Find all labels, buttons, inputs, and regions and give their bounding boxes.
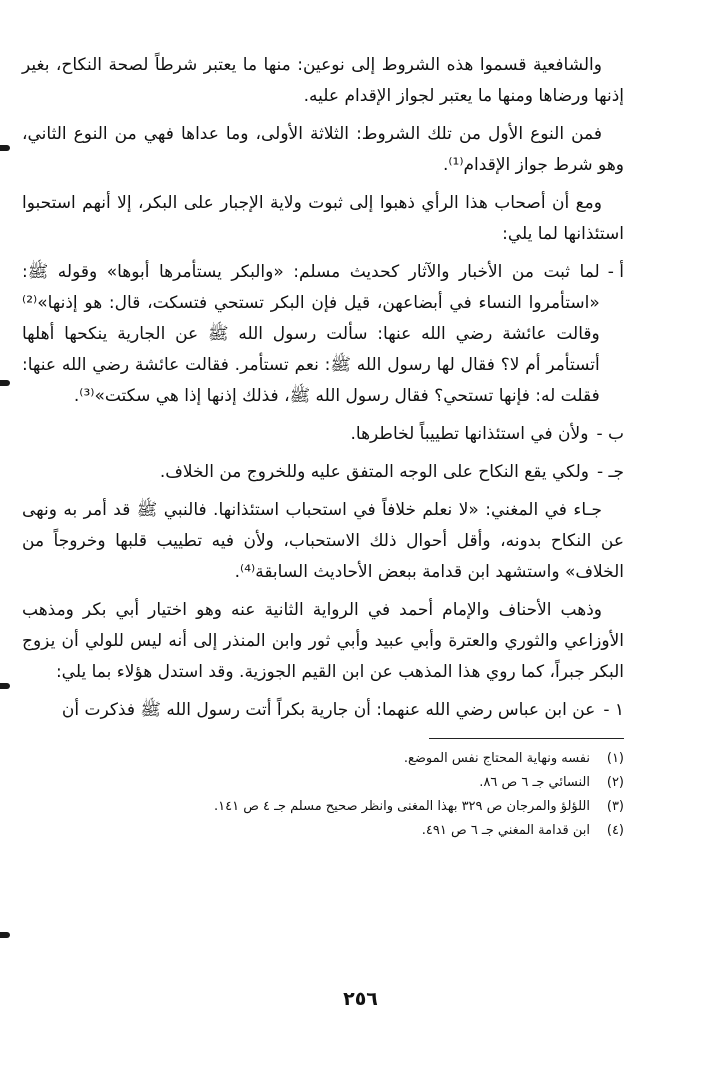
footnote-text: اللؤلؤ والمرجان ص ٣٢٩ بهذا المغنى وانظر صحيح مسلم جـ ٤ ص ١٤١. — [213, 799, 590, 814]
list-text-ba: ولأن في استئذانها تطييباً لخاطرها. — [350, 424, 589, 444]
list-item-ba — [22, 419, 624, 450]
scan-edge-mark — [0, 145, 10, 151]
footnote-text: نفسه ونهاية المحتاج نفس الموضع. — [403, 751, 590, 766]
list-text-one: عن ابن عباس رضي الله عنهما: أن جارية بكراً أتت رسول الله ﷺ فذكرت أن — [61, 700, 596, 720]
scan-edge-mark — [0, 932, 10, 938]
paragraph-first-type: فمن النوع الأول من تلك الشروط: الثلاثة الأولى، وما عداها فهي من النوع الثاني، وهو شرط جواز الإقدام⁽¹⁾. — [22, 124, 624, 175]
list-marker-jim: جـ - — [596, 462, 624, 482]
footnote-text: النسائي جـ ٦ ص ٨٦. — [479, 775, 590, 790]
footnote-number: (٤) — [606, 823, 624, 838]
paragraph-shafiiya-conditions: والشافعية قسموا هذه الشروط إلى نوعين: منها ما يعتبر شرطاً لصحة النكاح، بغير إذنها ورضاها ومنها ما يعتبر لجواز الإقدام عليه. — [22, 55, 624, 106]
page-number: ٢٥٦ — [343, 988, 378, 1010]
list-item-alif — [22, 257, 624, 412]
list-text-jim: ولكي يقع النكاح على الوجه المتفق عليه وللخروج من الخلاف. — [159, 462, 589, 482]
footnote-3 — [22, 795, 624, 819]
list-item-jim — [22, 457, 624, 488]
paragraph-mughni-quote: جـاء في المغني: «لا نعلم خلافاً في استحباب استئذانها. فالنبي ﷺ قد أمر به ونهى عن النكاح بدونه، وأقل أحوال ذلك الاستحباب، ولأن فيه تطييب قلبها وخروجاً من الخلاف» واستشهد ابن قدامة ببعض الأحاديث السابقة⁽⁴⁾. — [22, 500, 624, 582]
list-item-one — [22, 695, 624, 726]
footnote-1 — [22, 747, 624, 771]
footnotes — [22, 747, 624, 843]
list-marker-alif: أ - — [607, 262, 624, 282]
footnote-4 — [22, 819, 624, 843]
footnote-divider — [429, 738, 624, 739]
list-text-alif: لما ثبت من الأخبار والآثار كحديث مسلم: «والبكر يستأمرها أبوها» وقوله ﷺ: «استأمروا النساء في أبضاعهن، قيل فإن البكر تستحي فتسكت، قال: هو إذنها»⁽²⁾ وقالت عائشة رضي الله عنها: سألت رسول الله ﷺ عن الجارية ينكحها أهلها أتستأمر أم لا؟ فقال لها رسول الله ﷺ: نعم تستأمر. فقالت عائشة رضي الله عنها: فقلت له: فإنها تستحي؟ فقال رسول الله ﷺ، فذلك إذنها إذا هي سكتت»⁽³⁾. — [22, 262, 600, 406]
list-marker-one: ١ - — [603, 700, 624, 720]
footnote-text: ابن قدامة المغني جـ ٦ ص ٤٩١. — [421, 823, 590, 838]
page-content — [22, 50, 624, 843]
paragraph-ahnaf-opinion: وذهب الأحناف والإمام أحمد في الرواية الثانية عنه وهو اختيار أبي بكر ومذهب الأوزاعي والثوري والعترة وأبي عبيد وأبي ثور وابن المنذر إلى أنه ليس للولي أن يزوج البكر جبراً، كما روي هذا المذهب عن ابن القيم الجوزية. وقد استدل هؤلاء بما يلي: — [22, 600, 624, 682]
footnote-number: (٢) — [606, 775, 624, 790]
scan-edge-mark — [0, 683, 10, 689]
footnote-number: (١) — [606, 751, 624, 766]
paragraph-guardianship: ومع أن أصحاب هذا الرأي ذهبوا إلى ثبوت ولاية الإجبار على البكر، إلا أنهم استحبوا استئذانها لما يلي: — [22, 193, 624, 244]
footnote-2 — [22, 771, 624, 795]
scan-edge-mark — [0, 380, 10, 386]
list-marker-ba: ب - — [596, 424, 624, 444]
footnote-number: (٣) — [606, 799, 624, 814]
